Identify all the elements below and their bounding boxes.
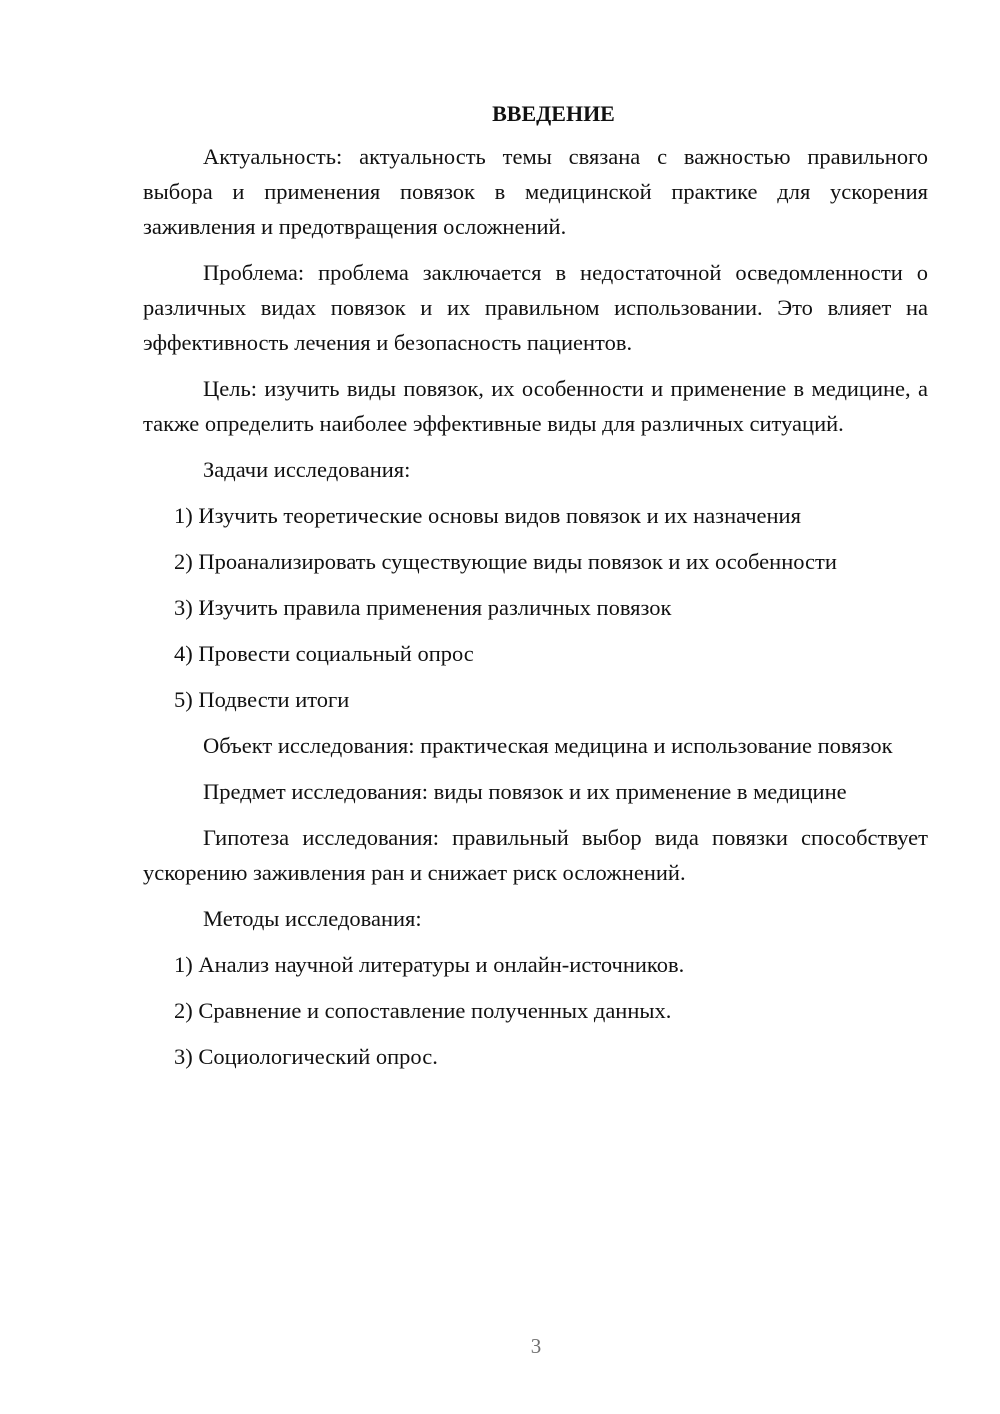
- list-item: 3) Изучить правила применения различных повязок: [174, 595, 672, 620]
- list-item: 1) Изучить теоретические основы видов повязок и их назначения: [174, 503, 801, 528]
- paragraph-problem: Проблема: проблема заключается в недостаточной осведомленности о различных видах повязок и их правильном использовании. Это влияет на эффективность лечения и безопасность пациентов.: [143, 260, 928, 355]
- page-title: ВВЕДЕНИЕ: [492, 101, 615, 126]
- list-item: 2) Сравнение и сопоставление полученных данных.: [174, 998, 672, 1023]
- document-body: [143, 96, 928, 1085]
- paragraph-relevance: Актуальность: актуальность темы связана с важностью правильного выбора и применения повязок в медицинской практике для ускорения заживления и предотвращения осложнений.: [143, 144, 928, 239]
- list-item: 1) Анализ научной литературы и онлайн-источников.: [174, 952, 685, 977]
- tasks-heading: Задачи исследования:: [203, 457, 411, 482]
- list-item: 4) Провести социальный опрос: [174, 641, 474, 666]
- paragraph-object: Объект исследования: практическая медицина и использование повязок: [203, 733, 893, 758]
- list-item: 2) Проанализировать существующие виды повязок и их особенности: [174, 549, 837, 574]
- page-number: 3: [530, 1334, 542, 1358]
- list-item: 3) Социологический опрос.: [174, 1044, 438, 1069]
- tasks-list: [143, 498, 928, 717]
- methods-list: [143, 947, 928, 1074]
- paragraph-hypothesis: Гипотеза исследования: правильный выбор вида повязки способствует ускорению заживления ран и снижает риск осложнений.: [143, 825, 928, 885]
- paragraph-goal: Цель: изучить виды повязок, их особенности и применение в медицине, а также определить наиболее эффективные виды для различных ситуаций.: [143, 376, 928, 436]
- methods-heading: Методы исследования:: [203, 906, 422, 931]
- list-item: 5) Подвести итоги: [174, 687, 350, 712]
- paragraph-subject: Предмет исследования: виды повязок и их применение в медицине: [203, 779, 847, 804]
